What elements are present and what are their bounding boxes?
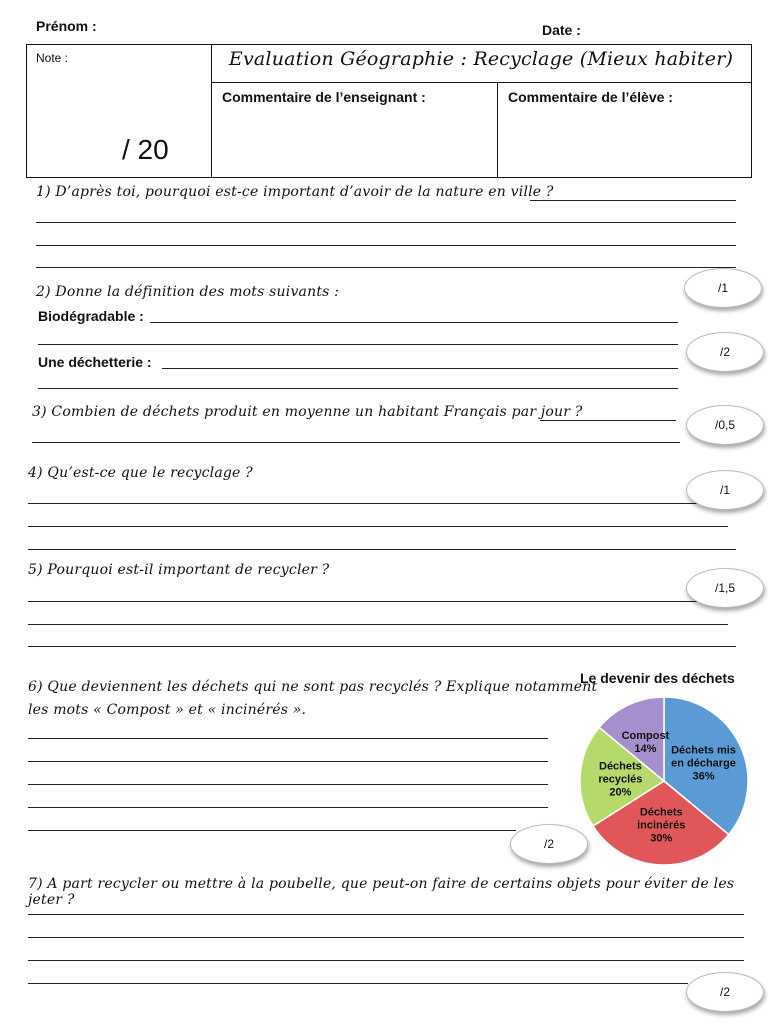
chart-title: Le devenir des déchets	[580, 670, 735, 686]
answer-line[interactable]	[28, 937, 744, 938]
student-comment-label: Commentaire de l’élève :	[508, 89, 673, 105]
score-value: /0,5	[714, 418, 735, 432]
pie-chart-svg	[568, 666, 762, 866]
score-bubble-q7	[686, 972, 764, 1012]
pie-label-decharge: Déchets mis en décharge 36%	[671, 744, 736, 783]
answer-line[interactable]	[38, 388, 678, 389]
score-bubble-q2	[686, 332, 764, 372]
question-1: 1) D’après toi, pourquoi est-ce important d’avoir de la nature en ville ?	[36, 184, 554, 200]
note-total: / 20	[122, 134, 169, 165]
answer-line[interactable]	[530, 200, 736, 201]
question-4: 4) Qu’est-ce que le recyclage ?	[28, 465, 253, 481]
teacher-comment-field[interactable]	[214, 110, 494, 174]
answer-line[interactable]	[28, 549, 736, 550]
header-divider-title	[211, 82, 752, 83]
pie-label-compost: Compost 14%	[621, 729, 670, 755]
pie-label-incineres: Déchets incinérés 30%	[637, 806, 686, 845]
score-value: /2	[719, 345, 730, 359]
date-label: Date :	[542, 22, 581, 38]
prenom-label: Prénom :	[36, 18, 97, 34]
score-bubble-q4	[686, 470, 764, 510]
answer-line[interactable]	[28, 914, 744, 915]
answer-line[interactable]	[28, 807, 548, 808]
score-value: /2	[719, 985, 730, 999]
answer-line[interactable]	[28, 960, 744, 961]
answer-line[interactable]	[28, 830, 516, 831]
answer-line[interactable]	[28, 738, 548, 739]
question-7: 7) A part recycler ou mettre à la poubelle, que peut-on faire de certains objets pour éviter de les jeter ?	[28, 876, 735, 908]
score-value: /2	[543, 837, 554, 851]
answer-line[interactable]	[28, 526, 728, 527]
term-dechetterie: Une déchetterie :	[38, 354, 152, 370]
answer-line[interactable]	[28, 983, 688, 984]
question-5: 5) Pourquoi est-il important de recycler ?	[28, 562, 330, 578]
answer-line[interactable]	[28, 646, 736, 647]
answer-line[interactable]	[28, 761, 548, 762]
answer-line[interactable]	[28, 601, 708, 602]
question-2: 2) Donne la définition des mots suivants :	[36, 284, 340, 300]
question-6-line-1: 6) Que deviennent les déchets qui ne sont pas recyclés ? Explique notamment	[28, 679, 598, 695]
score-value: /1	[719, 483, 730, 497]
answer-line[interactable]	[38, 344, 678, 345]
answer-line[interactable]	[28, 624, 728, 625]
score-value: /1	[717, 281, 728, 295]
score-bubble-q3	[686, 405, 764, 445]
answer-line[interactable]	[36, 267, 736, 268]
page-title: Evaluation Géographie : Recyclage (Mieux habiter)	[228, 48, 734, 70]
teacher-comment-label: Commentaire de l’enseignant :	[222, 89, 426, 105]
pie-label-recycles: Déchets recyclés 20%	[598, 760, 643, 799]
question-6-line-2: les mots « Compost » et « incinérés ».	[28, 702, 307, 718]
score-bubble-q5	[686, 568, 764, 608]
score-bubble-q1	[684, 268, 762, 308]
term-biodegradable: Biodégradable :	[38, 308, 144, 324]
answer-line[interactable]	[36, 222, 736, 223]
question-3: 3) Combien de déchets produit en moyenne un habitant Français par jour ?	[32, 404, 583, 420]
answer-line[interactable]	[28, 784, 548, 785]
answer-line[interactable]	[36, 245, 736, 246]
answer-line[interactable]	[150, 322, 678, 323]
answer-line[interactable]	[28, 503, 708, 504]
answer-line[interactable]	[162, 368, 678, 369]
score-value: /1,5	[714, 581, 735, 595]
note-label: Note :	[36, 51, 69, 65]
header-divider-note	[211, 44, 212, 178]
answer-line[interactable]	[540, 420, 676, 421]
answer-line[interactable]	[32, 442, 680, 443]
student-comment-field[interactable]	[500, 110, 748, 174]
pie-chart	[568, 666, 762, 866]
header-divider-comments	[497, 82, 498, 178]
